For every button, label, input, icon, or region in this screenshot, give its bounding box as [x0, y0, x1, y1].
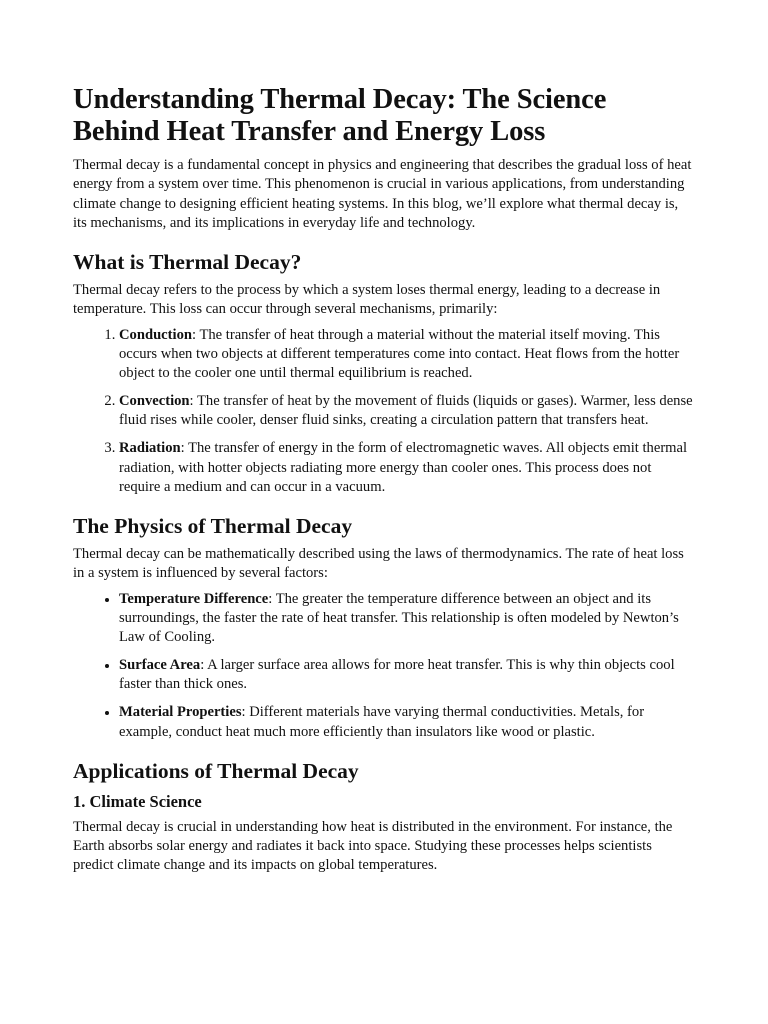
list-item-term: Surface Area	[119, 657, 201, 674]
list-item-term: Radiation	[119, 440, 181, 457]
list-item-term: Conduction	[119, 326, 192, 343]
section-paragraph-what-is: Thermal decay refers to the process by which a system loses thermal energy, leading to a decrease in temperature. This loss can occur through several mechanisms, primarily:	[73, 282, 661, 318]
section-paragraph-physics: Thermal decay can be mathematically described using the laws of thermodynamics. The rate of heat loss in a system is influenced by several factors:	[73, 546, 684, 582]
section-heading-physics: The Physics of Thermal Decay	[73, 514, 353, 539]
article-title: Understanding Thermal Decay: The Science Behind Heat Transfer and Energy Loss	[73, 84, 607, 147]
list-item-text: : The greater the temperature difference between an object and its surroundings, the faster the rate of heat transfer. This relationship is often modeled by Newton’s Law of Cooling.	[119, 590, 679, 646]
list-item-term: Convection	[119, 393, 190, 410]
list-item-text: : The transfer of heat by the movement of fluids (liquids or gases). Warmer, less dense fluid rises while cooler, denser fluid sinks, creating a circulation pattern that transfers heat.	[119, 393, 693, 429]
list-item-term: Material Properties	[119, 704, 242, 721]
list-item-term: Temperature Difference	[119, 590, 269, 607]
list-item	[119, 439, 695, 497]
list-item-text: : The transfer of heat through a material without the material itself moving. This occurs when two objects at different temperatures come into contact. Heat flows from the hotter object to the cooler one until thermal equilibrium is reached.	[119, 326, 680, 382]
mechanisms-list	[73, 326, 695, 497]
section-heading-applications: Applications of Thermal Decay	[73, 758, 359, 783]
subsection-heading-climate: 1. Climate Science	[73, 791, 202, 811]
list-item	[119, 656, 695, 695]
list-item	[119, 392, 695, 431]
list-item-text: : The transfer of energy in the form of electromagnetic waves. All objects emit thermal radiation, with hotter objects radiating more energy than cooler ones. This process does not require a medium and can occur in a vacuum.	[119, 440, 688, 495]
list-item	[119, 326, 695, 384]
list-item	[119, 703, 695, 742]
section-paragraph-climate: Thermal decay is crucial in understanding how heat is distributed in the environment. For instance, the Earth absorbs solar energy and radiates it back into space. Studying these processes helps scientists predict climate change and its impacts on global temperatures.	[73, 818, 673, 874]
section-heading-what-is: What is Thermal Decay?	[73, 250, 302, 275]
factors-list	[73, 590, 695, 742]
list-item-text: : A larger surface area allows for more heat transfer. This is why thin objects cool faster than thick ones.	[119, 657, 675, 693]
intro-paragraph: Thermal decay is a fundamental concept in physics and engineering that describes the gradual loss of heat energy from a system over time. This phenomenon is crucial in various applications, from understanding climate change to designing efficient heating systems. In this blog, we’ll explore what thermal decay is, its mechanisms, and its implications in everyday life and technology.	[73, 157, 692, 231]
list-item	[119, 590, 695, 648]
list-item-text: : Different materials have varying thermal conductivities. Metals, for example, conduct heat much more efficiently than insulators like wood or plastic.	[119, 704, 645, 740]
